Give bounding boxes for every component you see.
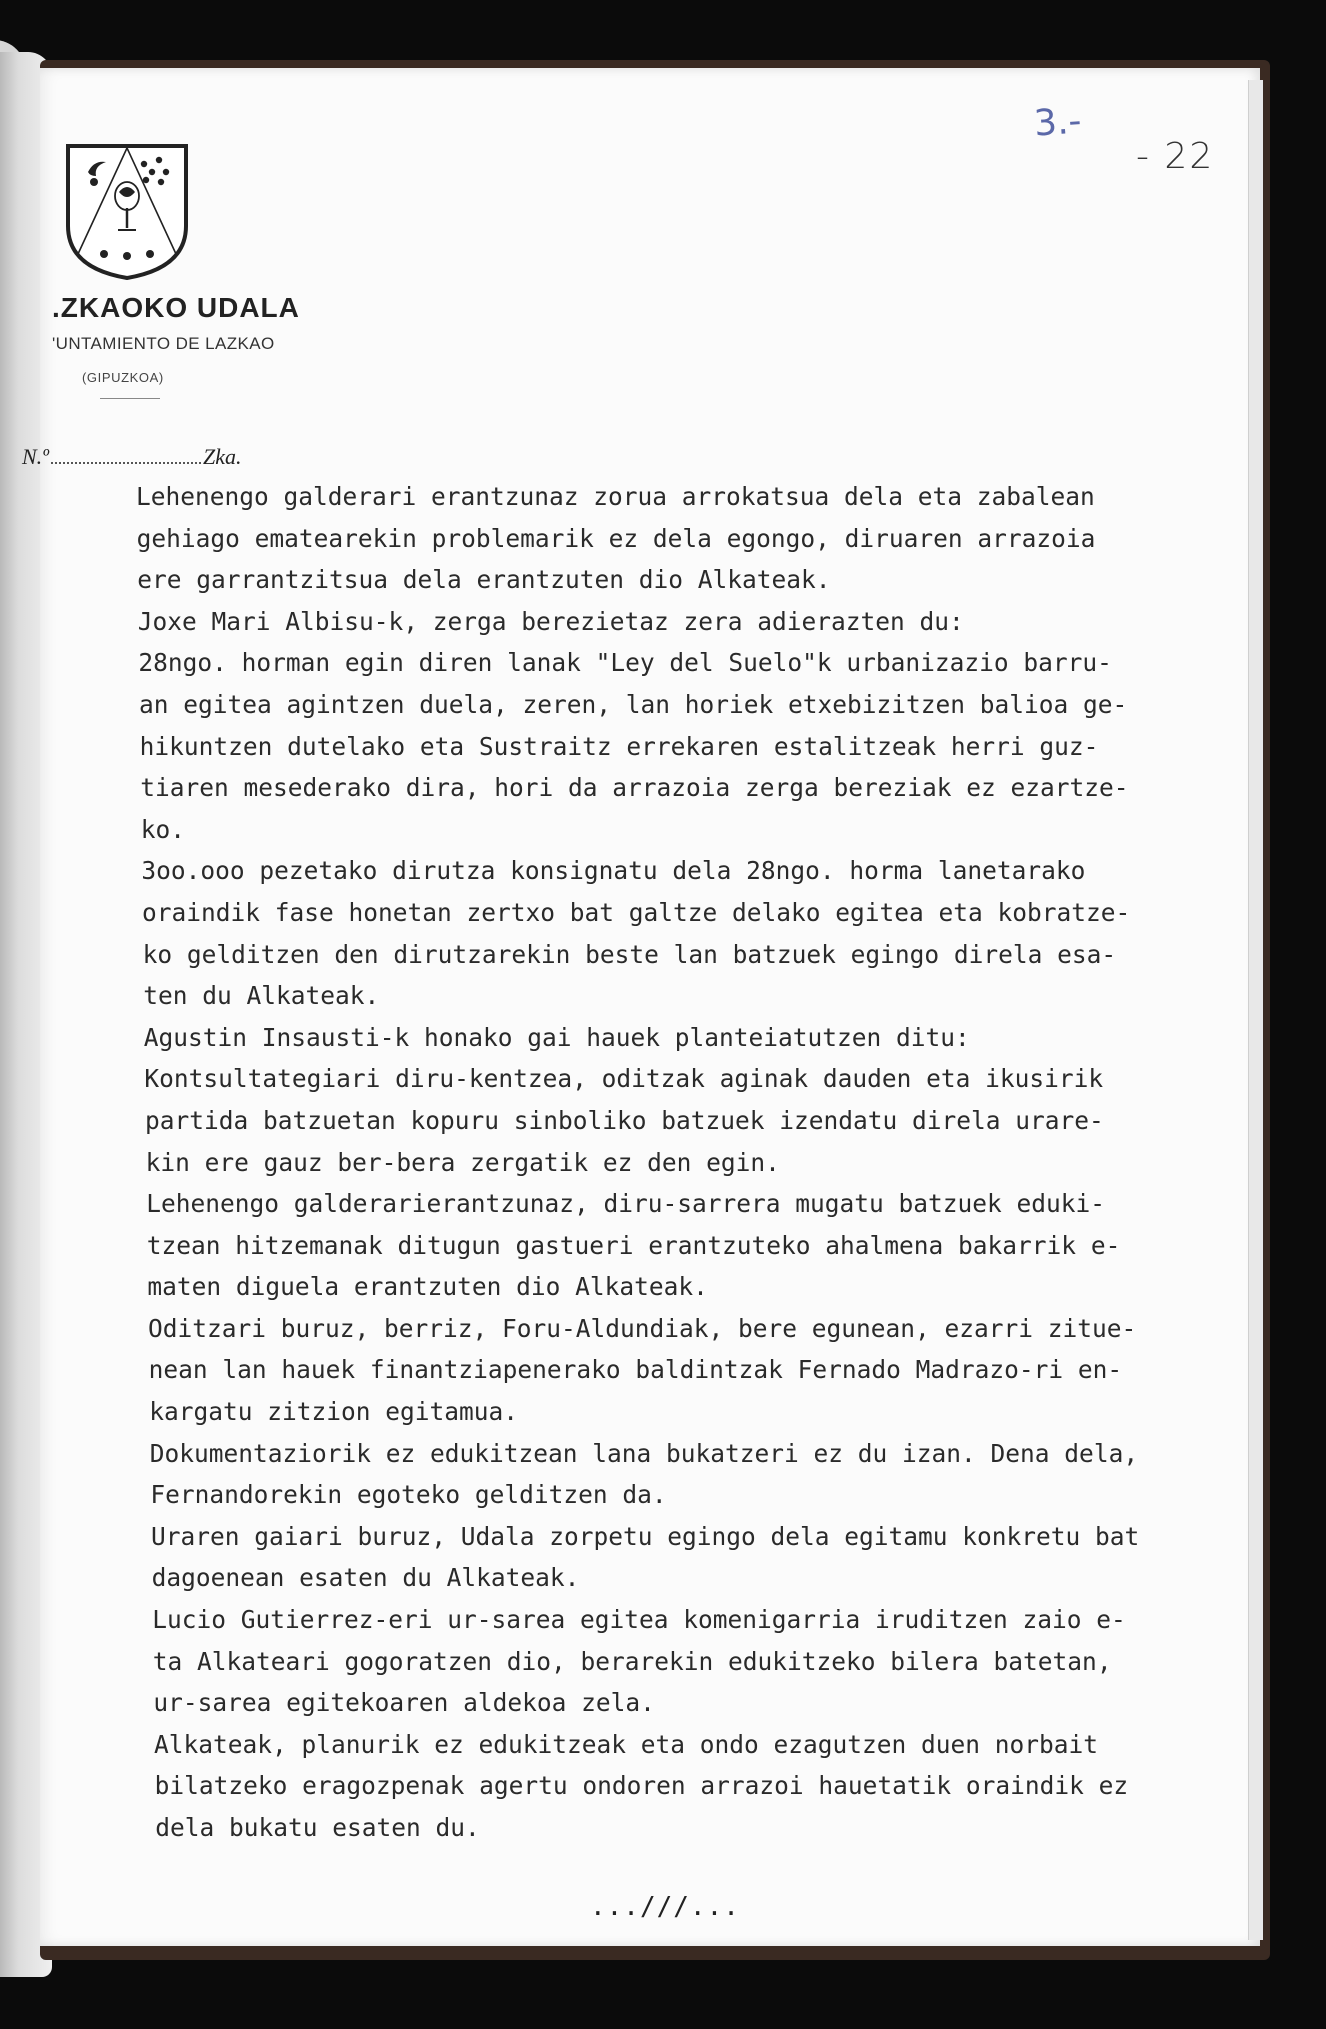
text-line: partida batzuetan kopuru sinboliko batzuek izendatu direla urare- bbox=[145, 1105, 1104, 1135]
text-line: kargatu zitzion egitamua. bbox=[149, 1397, 518, 1427]
reference-number-field bbox=[22, 444, 242, 470]
text-line: tzean hitzemanak ditugun gastueri erantzuteko ahalmena bakarrik e- bbox=[146, 1230, 1121, 1260]
text-line: Kontsultategiari diru-kentzea, oditzak aginak dauden eta ikusirik bbox=[144, 1064, 1104, 1094]
text-line: Lucio Gutierrez-eri ur-sarea egitea komenigarria iruditzen zaio e- bbox=[152, 1605, 1126, 1635]
continuation-mark: ...///... bbox=[590, 1892, 740, 1922]
folio-handwritten: 3.- bbox=[1032, 100, 1083, 145]
text-line: 3oo.ooo pezetako dirutza konsignatu dela 28ngo. horma lanetarako bbox=[141, 856, 1086, 886]
text-line: oraindik fase honetan zertxo bat galtze delako egitea eta kobratze- bbox=[142, 897, 1131, 927]
text-line: gehiago ematearekin problemarik ez dela egongo, diruaren arrazoia bbox=[136, 523, 1096, 553]
text-line: Dokumentaziorik ez edukitzean lana bukatzeri ez du izan. Dena dela, bbox=[149, 1438, 1139, 1468]
organization-subtitle: 'UNTAMIENTO DE LAZKAO bbox=[52, 334, 275, 353]
header-divider bbox=[100, 398, 160, 399]
text-line: Oditzari buruz, berriz, Foru-Aldundiak, bere egunean, ezarri zitue- bbox=[148, 1313, 1137, 1343]
number-blank bbox=[51, 460, 201, 464]
text-line: Alkateak, planurik ez edukitzeak eta ondo ezagutzen duen norbait bbox=[154, 1729, 1099, 1759]
text-line: dagoenean esaten du Alkateak. bbox=[151, 1563, 580, 1593]
text-line: ko gelditzen den dirutzarekin beste lan batzuek egingo direla esa- bbox=[142, 939, 1117, 969]
text-line: Lehenengo galderari erantzunaz zorua arrokatsua dela eta zabalean bbox=[136, 482, 1095, 511]
text-line: dela bukatu esaten du. bbox=[155, 1813, 480, 1842]
number-prefix: N.º bbox=[22, 444, 49, 469]
text-line: Fernandorekin egoteko gelditzen da. bbox=[150, 1480, 667, 1510]
text-line: ere garrantzitsua dela erantzuten dio Alkateak. bbox=[137, 565, 831, 595]
text-line: Joxe Mari Albisu-k, zerga berezietaz zera adierazten du: bbox=[137, 606, 964, 636]
number-suffix: Zka. bbox=[203, 444, 242, 469]
organization-province: (GIPUZKOA) bbox=[82, 370, 164, 385]
folio-number: - 22 bbox=[1136, 136, 1215, 177]
text-line: hikuntzen dutelako eta Sustraitz errekaren estalitzeak herri guz- bbox=[139, 731, 1099, 761]
document-body bbox=[136, 476, 1256, 1849]
text-line: kin ere gauz ber-bera zergatik ez den egin. bbox=[145, 1147, 780, 1177]
text-line: 28ngo. horman egin diren lanak "Ley del Suelo"k urbanizazio barru- bbox=[138, 648, 1112, 678]
coat-of-arms-icon bbox=[64, 142, 190, 282]
text-line: ta Alkateari gogoratzen dio, berarekin edukitzeko bilera batetan, bbox=[152, 1646, 1112, 1676]
text-line: an egitea agintzen duela, zeren, lan horiek etxebizitzen balioa ge- bbox=[139, 689, 1128, 719]
text-line: Uraren gaiari buruz, Udala zorpetu egingo dela egitamu konkretu bat bbox=[151, 1521, 1140, 1551]
organization-name: .ZKAOKO UDALA bbox=[52, 292, 300, 323]
text-line: ten du Alkateak. bbox=[143, 981, 380, 1011]
text-line: bilatzeko eragozpenak agertu ondoren arrazoi hauetatik oraindik ez bbox=[154, 1771, 1129, 1801]
text-line: nean lan hauek finantziapenerako baldintzak Fernado Madrazo-ri en- bbox=[148, 1355, 1123, 1385]
text-line: Agustin Insausti-k honako gai hauek planteiatutzen ditu: bbox=[143, 1022, 970, 1052]
text-line: ko. bbox=[140, 814, 186, 844]
text-line: maten diguela erantzuten dio Alkateak. bbox=[147, 1272, 708, 1302]
text-line: tiaren mesederako dira, hori da arrazoia zerga bereziak ez ezartze- bbox=[140, 773, 1129, 803]
text-line: ur-sarea egitekoaren aldekoa zela. bbox=[153, 1688, 655, 1718]
text-line: Lehenengo galderarierantzunaz, diru-sarrera mugatu batzuek eduki- bbox=[146, 1189, 1105, 1219]
